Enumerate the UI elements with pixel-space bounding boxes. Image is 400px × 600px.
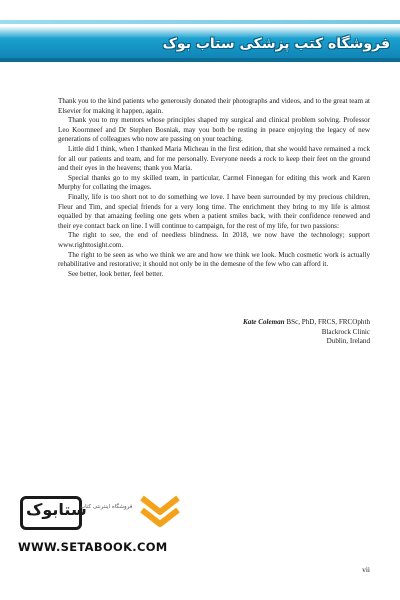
acknowledgements-text <box>58 97 370 279</box>
chevron-down-icon <box>138 492 182 532</box>
paragraph-mentors: Thank you to my mentors whose principles shaped my surgical and clinical problem solving. Professor Leo Koornneef and Dr Stephen Bosniak, may you both be resting in peace enjoying the legacy of new generations of colleagues who now are passing on your teaching. <box>58 116 370 144</box>
paragraph-patients: Thank you to the kind patients who generously donated their photographs and videos, and to the great team at Elsevier for making it happen, again. <box>58 97 370 115</box>
page-number: vii <box>362 565 370 574</box>
author-location: Dublin, Ireland <box>326 337 370 346</box>
author-signature <box>243 318 370 347</box>
paragraph-right-to-see: The right to see, the end of needless blindness. In 2018, we now have the technology; support www.righttosight.com. <box>58 231 370 249</box>
logo-subtitle: فروشگاه اینترنتی کتاب <box>80 504 133 510</box>
author-affiliation: Blackrock Clinic <box>321 327 370 336</box>
site-url: WWW.SETABOOK.COM <box>18 540 168 554</box>
author-credentials: BSc, PhD, FRCS, FRCOphth <box>284 318 370 326</box>
banner-bottom-line <box>0 58 400 62</box>
logo-word: ستابوک <box>26 500 87 519</box>
paragraph-motto: See better, look better, feel better. <box>68 269 164 278</box>
paragraph-maria: Little did I think, when I thanked Maria Micheau in the first edition, that she would have remained a rock for all our patients and team, and for me personally. Everyone needs a rock to keep their feet on the ground and their eyes in the heavens; thank you Maria. <box>58 144 370 173</box>
paragraph-right-to-be-seen: The right to be seen as who we think we are and how we think we look. Much cosmetic work is actually rehabilitative and restorative; it should not only be in the demesne of the few who can afford it. <box>58 250 370 269</box>
author-name: Kate Coleman <box>243 318 285 326</box>
setabook-logo <box>18 492 188 552</box>
banner-text: فروشگاه کتب پزشکی ستاب بوک <box>162 36 390 52</box>
paragraph-family: Finally, life is too short not to do something we love. I have been surrounded by my precious children, Fleur and Tim, and special friends for a very long time. The enrichment they bring to my life is almost equalled by that amazing feeling one gets when a patient smiles back, with their confidence renewed and their eye contact back on line. I will continue to campaign, for the rest of my life, for two passions: <box>58 192 370 230</box>
paragraph-team: Special thanks go to my skilled team, in particular, Carmel Finnegan for editing this work and Karen Murphy for collating the images. <box>58 173 370 192</box>
banner-stripe <box>0 20 400 24</box>
logo-mark <box>18 492 87 532</box>
store-banner <box>0 0 400 62</box>
